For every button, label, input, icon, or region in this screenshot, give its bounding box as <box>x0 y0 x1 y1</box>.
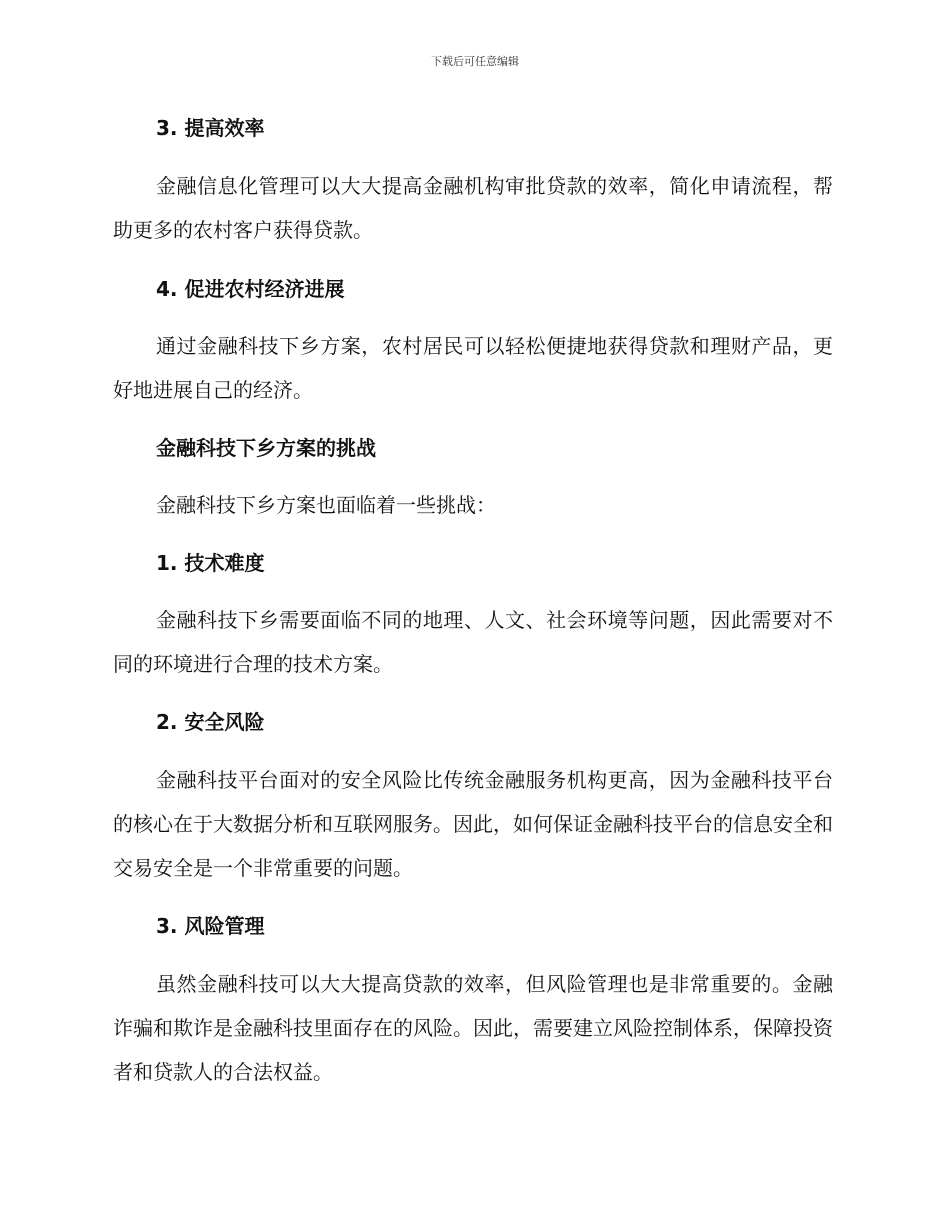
paragraph-technical-difficulty: 金融科技下乡需要面临不同的地理、人文、社会环境等问题，因此需要对不同的环境进行合理的技术方案。 <box>113 608 833 676</box>
section-heading-challenges: 金融科技下乡方案的挑战 <box>156 436 376 460</box>
paragraph-rural-economy: 通过金融科技下乡方案，农村居民可以轻松便捷地获得贷款和理财产品，更好地进展自己的经济。 <box>113 334 833 402</box>
paragraph-improve-efficiency: 金融信息化管理可以大大提高金融机构审批贷款的效率，简化申请流程，帮助更多的农村客户获得贷款。 <box>113 174 833 242</box>
section-heading-risk-management: 3. 风险管理 <box>156 914 265 938</box>
section-heading-technical-difficulty: 1. 技术难度 <box>156 551 265 575</box>
paragraph-security-risk: 金融科技平台面对的安全风险比传统金融服务机构更高，因为金融科技平台的核心在于大数据分析和互联网服务。因此，如何保证金融科技平台的信息安全和交易安全是一个非常重要的问题。 <box>113 768 833 880</box>
paragraph-risk-management: 虽然金融科技可以大大提高贷款的效率，但风险管理也是非常重要的。金融诈骗和欺诈是金融科技里面存在的风险。因此，需要建立风险控制体系，保障投资者和贷款人的合法权益。 <box>113 972 833 1084</box>
section-heading-improve-efficiency: 3. 提高效率 <box>156 116 265 140</box>
page-header: 下载后可任意编辑 <box>431 55 519 68</box>
section-heading-rural-economy: 4. 促进农村经济进展 <box>156 277 345 301</box>
section-heading-security-risk: 2. 安全风险 <box>156 710 265 734</box>
paragraph-challenges-intro: 金融科技下乡方案也面临着一些挑战： <box>156 493 496 517</box>
